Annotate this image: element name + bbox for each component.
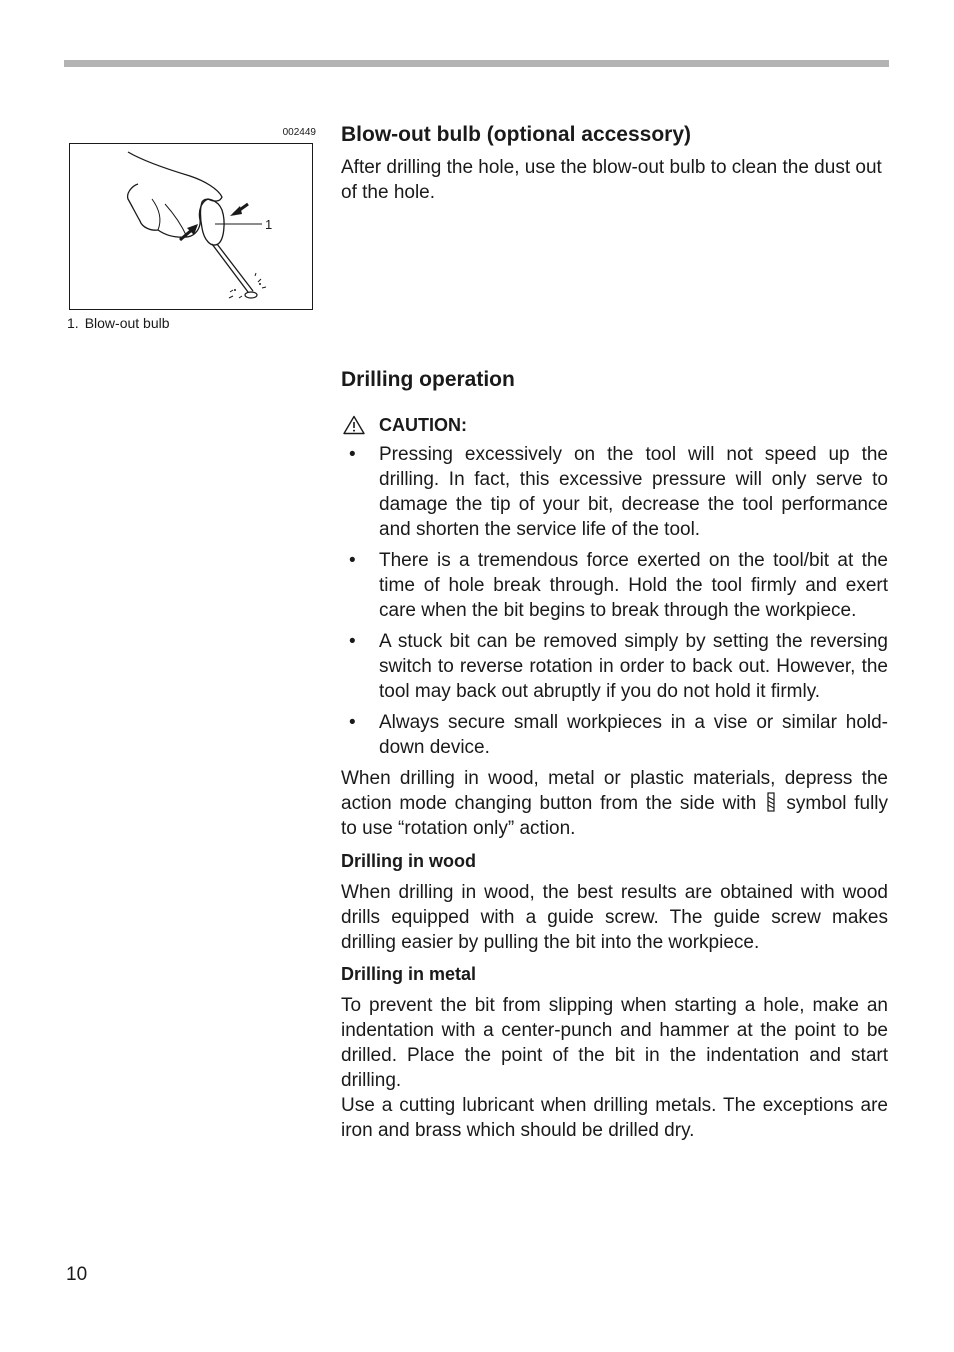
mode-text: [341, 766, 888, 841]
blowout-title: Blow-out bulb (optional accessory): [341, 123, 692, 146]
drilling-section: [341, 367, 888, 1143]
warning-triangle-icon: [343, 415, 365, 435]
bullet-dot: •: [349, 550, 356, 571]
blow-out-bulb-illustration: [70, 144, 312, 309]
metal-title: Drilling in metal: [341, 964, 477, 984]
figure-callout-number: 1: [265, 217, 273, 232]
page-number: 10: [66, 1264, 88, 1285]
bullet-dot: •: [349, 444, 356, 465]
caution-heading: [341, 413, 888, 437]
wood-title: Drilling in wood: [341, 851, 476, 871]
figure-code: 002449: [282, 127, 316, 138]
metal-text-1: To prevent the bit from slipping when starting a hole, make an indentation with a center-punch and hammer at the point to be drilled. Place the point of the bit in the indentation and start drilling.: [341, 995, 888, 1091]
caution-item-text: There is a tremendous force exerted on the tool/bit at the time of hole break through. Hold the tool firmly and exert care when the bit begins to break through the workpiece.: [379, 550, 888, 621]
drilling-title: Drilling operation: [341, 368, 515, 391]
caution-item-text: A stuck bit can be removed simply by setting the reversing switch to reverse rotation in order to back out. However, the tool may back out abruptly if you do not hold it firmly.: [379, 631, 888, 702]
figure-caption: [67, 315, 170, 331]
metal-text-2: Use a cutting lubricant when drilling metals. The exceptions are iron and brass which should be drilled dry.: [341, 1095, 888, 1141]
bullet-dot: •: [349, 631, 356, 652]
blow-out-bulb-figure: [69, 143, 313, 310]
figure-caption-text: Blow-out bulb: [84, 315, 170, 331]
wood-text: When drilling in wood, the best results are obtained with wood drills equipped with a guide screw. The guide screw makes drilling easier by pulling the bit into the workpiece.: [341, 882, 888, 953]
mode-text-after: symbol fully to use “rotation only” action.: [341, 793, 889, 839]
figure-caption-number: 1.: [67, 315, 79, 331]
mode-text-before: When drilling in wood, metal or plastic materials, depress the action mode changing button from the side with: [341, 768, 888, 814]
caution-item: [341, 629, 888, 704]
drill-bit-symbol-icon: [764, 792, 778, 812]
blowout-section: [341, 122, 888, 205]
caution-item-text: Pressing excessively on the tool will not speed up the drilling. In fact, this excessive pressure will only serve to damage the tip of your bit, decrease the tool performance and shorten the service life of the tool.: [379, 444, 888, 540]
caution-item-text: Always secure small workpieces in a vise or similar hold-down device.: [379, 712, 888, 758]
caution-item: [341, 442, 888, 542]
blowout-text: After drilling the hole, use the blow-out bulb to clean the dust out of the hole.: [341, 157, 882, 203]
caution-item: [341, 710, 888, 760]
top-rule: [64, 60, 889, 67]
caution-item: [341, 548, 888, 623]
caution-label: CAUTION:: [379, 415, 467, 435]
caution-list: [341, 442, 888, 760]
bullet-dot: •: [349, 712, 356, 733]
